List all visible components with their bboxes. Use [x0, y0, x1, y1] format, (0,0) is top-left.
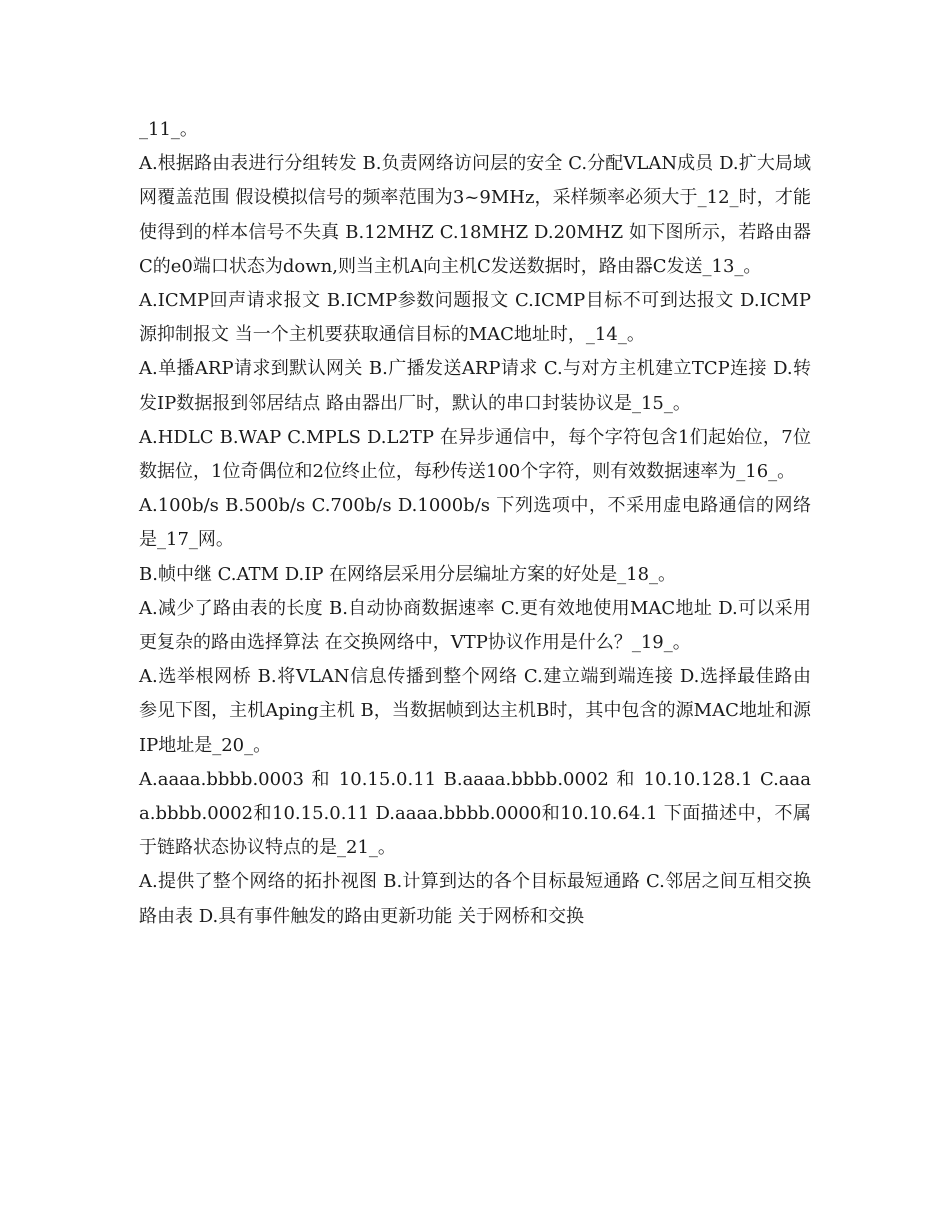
- paragraph-4: A.单播ARP请求到默认网关 B.广播发送ARP请求 C.与对方主机建立TCP连接 D.转发IP数据报到邻居结点 路由器出厂时，默认的串口封装协议是_15_。: [139, 358, 811, 414]
- document-body: [139, 113, 811, 934]
- paragraph-8: A.减少了路由表的长度 B.自动协商数据速率 C.更有效地使用MAC地址 D.可以采用更复杂的路由选择算法 在交换网络中，VTP协议作用是什么？_19_。: [139, 597, 811, 654]
- paragraph-3: A.ICMP回声请求报文 B.ICMP参数问题报文 C.ICMP目标不可到达报文 D.ICMP源抑制报文 当一个主机要获取通信目标的MAC地址时，_14_。: [139, 290, 811, 346]
- paragraph-2: A.根据路由表进行分组转发 B.负责网络访问层的安全 C.分配VLAN成员 D.扩大局域网覆盖范围 假设模拟信号的频率范围为3~9MHz，采样频率必须大于_12_时，才能使得到的样本信号不失真 B.12MHZ C.18MHZ D.20MHZ 如下图所示，若路由器C的e0端口状态为down,则当主机A向主机C发送数据时，路由器C发送_13_。: [139, 153, 811, 277]
- paragraph-9: A.选举根网桥 B.将VLAN信息传播到整个网络 C.建立端到端连接 D.选择最佳路由 参见下图，主机Aping主机 B，当数据帧到达主机B时，其中包含的源MAC地址和源IP地址是_20_。: [139, 666, 811, 756]
- paragraph-7: B.帧中继 C.ATM D.IP 在网络层采用分层编址方案的好处是_18_。: [139, 563, 677, 585]
- paragraph-11: A.提供了整个网络的拓扑视图 B.计算到达的各个目标最短通路 C.邻居之间互相交换路由表 D.具有事件触发的路由更新功能 关于网桥和交换: [139, 871, 811, 927]
- paragraph-10: A.aaaa.bbbb.0003 和 10.15.0.11 B.aaaa.bbbb.0002 和 10.10.128.1 C.aaaa.bbbb.0002和10.15.0.11 D.aaaa.bbbb.0000和10.10.64.1 下面描述中，不属于链路状态协议特点的是_21_。: [139, 768, 811, 859]
- paragraph-5: A.HDLC B.WAP C.MPLS D.L2TP 在异步通信中，每个字符包含1们起始位，7位数据位，1位奇偶位和2位终止位，每秒传送100个字符，则有效数据速率为_16_。: [139, 426, 811, 483]
- paragraph-1: _11_。: [139, 119, 198, 140]
- paragraph-6: A.100b/s B.500b/s C.700b/s D.1000b/s 下列选项中，不采用虚电路通信的网络是_17_网。: [139, 495, 811, 551]
